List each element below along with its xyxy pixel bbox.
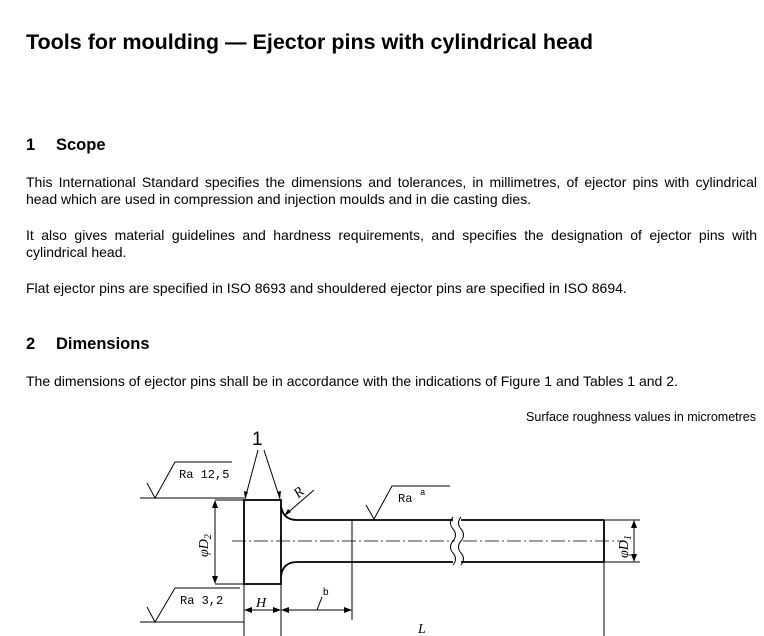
h-label: H <box>256 596 267 611</box>
callout-leader-left <box>245 450 258 499</box>
arrow-icon <box>212 500 218 508</box>
d2-label: $\varphi D_2$ <box>197 534 214 557</box>
pin-head <box>244 500 281 584</box>
arrow-icon <box>244 491 248 499</box>
roughness-shank-label: Ra <box>398 492 413 506</box>
section-number: 2 <box>26 335 36 353</box>
scope-paragraph-2: It also gives material guidelines and hardness requirements, and specifies the designation of ejector pins with cylindrical head. <box>26 227 757 260</box>
d1-label: $\varphi D_1$ <box>617 535 634 558</box>
shank-top-left <box>281 506 453 520</box>
scope-paragraph-3: Flat ejector pins are specified in ISO 8693 and shouldered ejector pins are specified in ISO 8694. <box>26 280 627 296</box>
callout-1: 1 <box>252 429 263 450</box>
break-line-right <box>459 517 464 565</box>
roughness-top-label: Ra 12,5 <box>179 468 230 482</box>
section-title: Dimensions <box>56 335 150 353</box>
arrow-icon <box>244 607 252 613</box>
arrow-icon <box>281 607 289 613</box>
section-heading-scope <box>26 136 106 155</box>
shank-bottom-left <box>281 562 453 576</box>
section-heading-dimensions <box>26 335 150 354</box>
b-label: b <box>323 587 329 598</box>
arrow-icon <box>277 491 281 499</box>
l-label: L <box>418 622 426 636</box>
arrow-icon <box>631 520 637 528</box>
roughness-bottom-label: Ra 3,2 <box>180 594 224 608</box>
b-leader <box>317 597 322 610</box>
callout-leader-right <box>264 450 280 499</box>
ejector-pin-drawing <box>0 420 764 636</box>
figure-note: Surface roughness values in micrometres <box>526 410 756 424</box>
document-title: Tools for moulding — Ejector pins with cylindrical head <box>26 30 594 54</box>
scope-paragraph-1: This International Standard specifies the dimensions and tolerances, in millimetres, of ejector pins with cylindrical head which are used in compression and injection moulds and in die casting dies. <box>26 174 757 207</box>
section-title: Scope <box>56 136 106 154</box>
roughness-shank-footnote: a <box>420 488 426 498</box>
arrow-icon <box>212 576 218 584</box>
dimensions-paragraph-1: The dimensions of ejector pins shall be in accordance with the indications of Figure 1 and Tables 1 and 2. <box>26 373 678 389</box>
section-number: 1 <box>26 136 36 154</box>
arrow-icon <box>284 509 291 516</box>
arrow-icon <box>344 607 352 613</box>
arrow-icon <box>273 607 281 613</box>
radius-label: R <box>291 484 308 502</box>
